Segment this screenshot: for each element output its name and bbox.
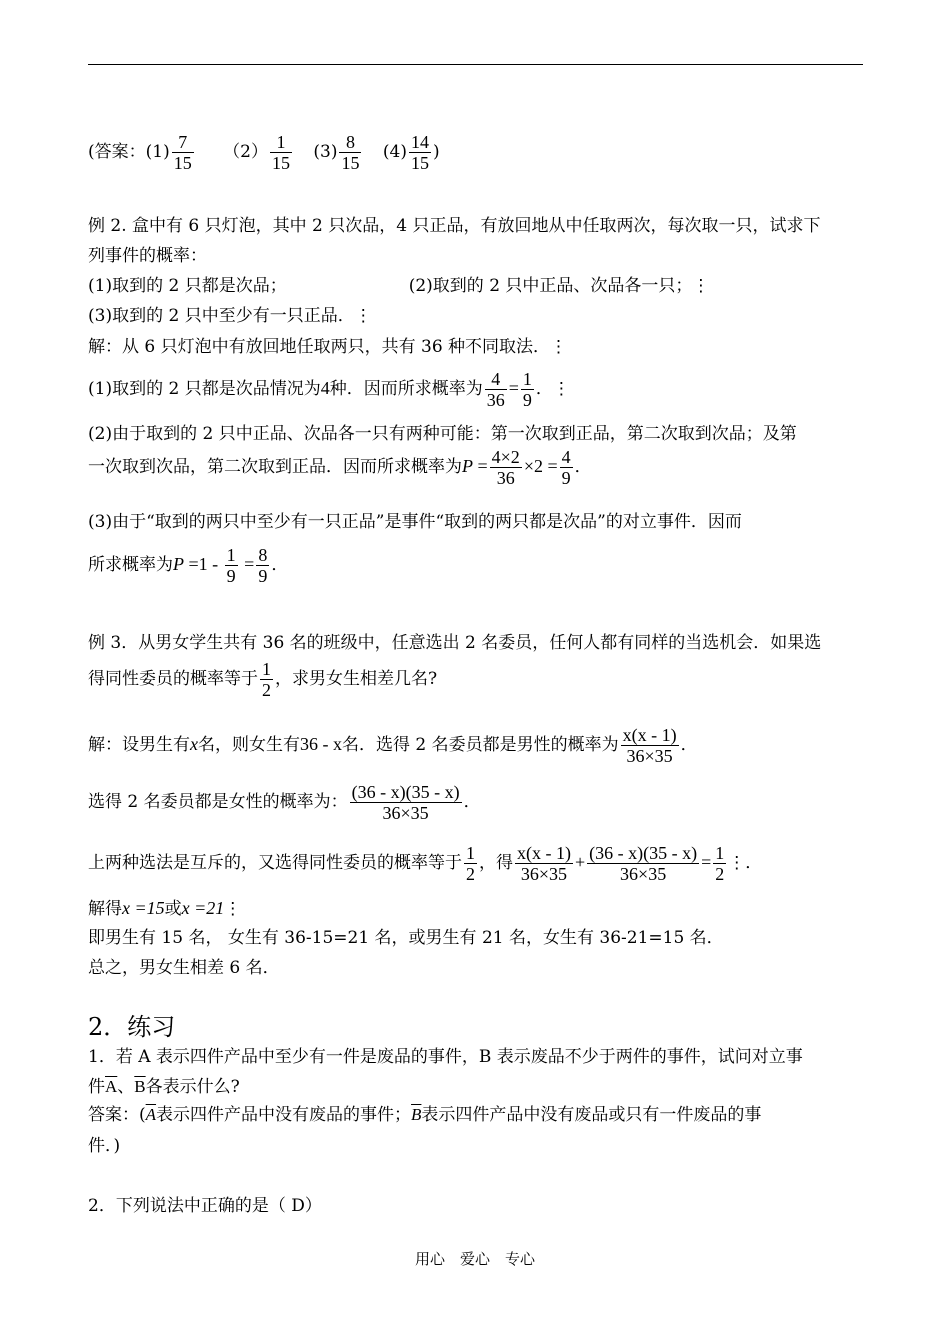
answer-label-4: (4) <box>382 142 407 162</box>
fraction <box>464 843 477 884</box>
complement-a: $\overline{A}$ <box>105 1077 118 1096</box>
text: 解：设男生有 <box>88 735 190 755</box>
var-p: P <box>173 554 184 574</box>
text: 名．选得 2 名委员都是男性的概率为 <box>342 735 619 755</box>
fraction <box>490 447 522 488</box>
text: 各表示什么? <box>145 1077 240 1097</box>
fraction <box>256 545 269 586</box>
expression: x =21 <box>181 898 225 918</box>
fraction <box>225 545 238 586</box>
text: ．⋮ <box>535 379 570 399</box>
ex2-solution-1 <box>88 364 570 413</box>
fraction <box>515 843 573 884</box>
text: ． <box>271 555 289 575</box>
count: 4 <box>320 378 330 398</box>
denominator: 2 <box>262 680 271 700</box>
answer-fraction-4 <box>409 132 431 173</box>
text: 名，则女生有 <box>198 735 300 755</box>
denominator: 36×35 <box>620 864 667 884</box>
denominator: 15 <box>173 153 192 173</box>
fraction <box>621 725 679 766</box>
numerator: 1 <box>270 132 292 153</box>
numerator: 1 <box>226 545 236 565</box>
equals: = <box>701 852 712 872</box>
text: ，得 <box>479 853 513 873</box>
numerator: 8 <box>258 545 268 565</box>
answer-label-3: (3) <box>313 142 338 162</box>
text: 上两种选法是互斥的，又选得同性委员的概率等于 <box>88 853 462 873</box>
equals: = <box>239 554 255 574</box>
answer-fraction-1 <box>172 132 194 173</box>
ex3-solution-6: 总之，男女生相差 6 名． <box>88 958 280 978</box>
numerator: (36 - x)(35 - x) <box>589 843 698 863</box>
var-p: P <box>462 456 473 476</box>
ex3-solution-2 <box>88 778 481 826</box>
numerator: 8 <box>339 132 361 153</box>
practice-2-line: 2．下列说法中正确的是（ D） <box>88 1196 322 1216</box>
denominator: 36×35 <box>626 746 673 766</box>
practice-1-answer-line-1 <box>88 1104 761 1126</box>
text: ． <box>463 792 481 812</box>
ex3-solution-1 <box>88 720 698 769</box>
denominator: 15 <box>410 153 429 173</box>
answer-fraction-2 <box>270 132 292 173</box>
denominator: 2 <box>715 864 725 884</box>
ex2-item-2: (2)取到的 2 只中正品、次品各一只；⋮ <box>408 276 710 296</box>
numerator: x(x - 1) <box>622 725 677 745</box>
answer-label-1: (1) <box>145 142 170 162</box>
ex2-question-line-3 <box>88 275 709 297</box>
numerator: (36 - x)(35 - x) <box>351 782 460 802</box>
ex2-solution-intro: 解：从 6 只灯泡中有放回地任取两只，共有 36 种不同取法．⋮ <box>88 337 568 357</box>
fraction <box>521 369 534 410</box>
ex2-solution-2-line-2 <box>88 442 592 491</box>
equals: = <box>508 378 519 398</box>
numerator: 14 <box>410 132 429 152</box>
plus: + <box>574 852 586 872</box>
text: 表示四件产品中没有废品的事件； <box>156 1105 412 1125</box>
answer-label-2: （2） <box>223 142 268 162</box>
text: (1)取到的 2 只都是次品情况为 <box>88 379 321 399</box>
denominator: 36×35 <box>382 803 429 823</box>
fraction <box>260 659 273 700</box>
denominator: 9 <box>258 566 268 586</box>
numerator: 1 <box>522 369 532 389</box>
expression: x =15 <box>122 898 165 918</box>
ex3-solution-5: 即男生有 15 名， 女生有 36-15=21 名，或男生有 21 名，女生有 36-21=15 名． <box>88 928 724 948</box>
equals: =1 - <box>184 554 223 574</box>
ex3-question-line-2 <box>88 655 437 703</box>
numerator: 7 <box>172 132 194 153</box>
text: 解得 <box>88 899 122 919</box>
page-footer: 用心 爱心 专心 <box>414 1250 535 1268</box>
fraction <box>560 447 573 488</box>
practice-1-line-1: 1．若 A 表示四件产品中至少有一件是废品的事件，B 表示废品不少于两件的事件，试问对立事 <box>88 1047 803 1067</box>
denominator: 36 <box>496 468 515 488</box>
text: ⋮． <box>728 853 763 873</box>
text: 表示四件产品中没有废品或只有一件废品的事 <box>421 1105 762 1125</box>
text: 件 <box>88 1077 105 1097</box>
denominator: 15 <box>341 153 360 173</box>
ex2-question-line-2: 列事件的概率： <box>88 246 207 266</box>
ex2-solution-2-line-1: (2)由于取到的 2 只中正品、次品各一只有两种可能：第一次取到正品，第二次取到次品；及第 <box>88 424 797 444</box>
practice-1-answer-line-2: 件．) <box>88 1136 121 1156</box>
text: ． <box>680 735 698 755</box>
text: 或 <box>164 899 182 919</box>
text: 选得 2 名委员都是女性的概率为： <box>88 792 348 812</box>
answers-suffix: ) <box>432 142 440 162</box>
text: ． <box>574 457 592 477</box>
numerator: 1 <box>262 659 271 679</box>
var-x: x <box>190 734 198 754</box>
numerator: x(x - 1) <box>517 843 571 863</box>
ex3-question-line-1: 例 3．从男女学生共有 36 名的班级中，任意选出 2 名委员，任何人都有同样的当选机会．如果选 <box>88 633 822 653</box>
answers-prefix: (答案： <box>88 142 146 162</box>
answer-fraction-3 <box>339 132 361 173</box>
numerator: 4 <box>485 369 507 390</box>
text: 答案：( <box>88 1105 146 1125</box>
denominator: 36 <box>486 390 505 410</box>
ex3-solution-4 <box>88 897 241 920</box>
text: 得同性委员的概率等于 <box>88 669 258 689</box>
fraction <box>587 843 699 884</box>
denominator: 9 <box>522 390 532 410</box>
numerator: 4 <box>561 447 571 467</box>
fraction <box>350 782 462 823</box>
text: 所求概率为 <box>88 555 173 575</box>
denominator: 9 <box>226 566 236 586</box>
times: ×2 = <box>523 456 558 476</box>
complement-b: $\overline{B}$ <box>411 1105 422 1124</box>
header-rule <box>88 64 863 65</box>
denominator: 9 <box>561 468 571 488</box>
fraction <box>485 369 507 410</box>
text: ，求男女生相差几名? <box>275 669 438 689</box>
denominator: 36×35 <box>520 864 568 884</box>
fraction <box>713 843 726 884</box>
complement-b: $\overline{B}$ <box>134 1077 146 1096</box>
practice-1-line-2 <box>88 1076 240 1098</box>
complement-a: $\overline{A}$ <box>145 1105 157 1124</box>
denominator: 2 <box>466 864 475 884</box>
ex2-item-1: (1)取到的 2 只都是次品； <box>88 276 287 296</box>
answers-line <box>88 128 440 176</box>
numerator: 1 <box>466 843 475 863</box>
numerator: 4×2 <box>491 447 520 467</box>
text: 、 <box>117 1077 135 1097</box>
text: 种．因而所求概率为 <box>329 379 483 399</box>
ex3-solution-3 <box>88 838 762 887</box>
numerator: 1 <box>715 843 725 863</box>
equals: = <box>473 456 488 476</box>
ex2-question-line-1: 例 2. 盒中有 6 只灯泡，其中 2 只次品，4 只正品，有放回地从中任取两次，每次取一只，试求下 <box>88 216 821 236</box>
text: ⋮ <box>224 899 242 919</box>
expression: 36 - x <box>300 734 342 754</box>
ex2-solution-3-line-2 <box>88 540 288 589</box>
denominator: 15 <box>271 153 290 173</box>
section-heading: 2．练习 <box>88 1013 176 1041</box>
ex2-solution-3-line-1: (3)由于“取到的两只中至少有一只正品”是事件“取到的两只都是次品”的对立事件．因而 <box>88 512 742 532</box>
ex2-question-line-4: (3)取到的 2 只中至少有一只正品．⋮ <box>88 306 372 326</box>
text: 一次取到次品，第二次取到正品．因而所求概率为 <box>88 457 462 477</box>
